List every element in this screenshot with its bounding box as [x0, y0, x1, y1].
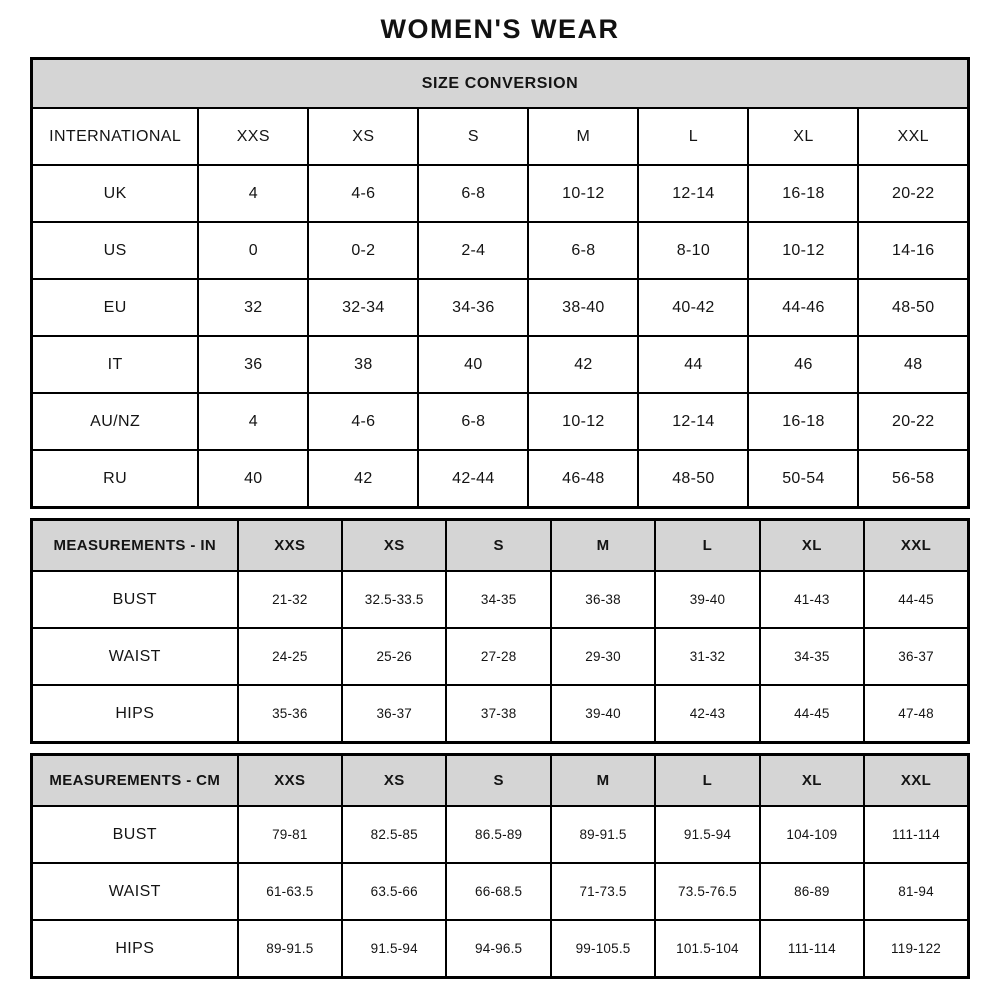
value-cell: 20-22 [858, 393, 968, 450]
column-header-cell: XXS [238, 755, 342, 807]
table-row [32, 806, 969, 863]
value-cell: 99-105.5 [551, 920, 655, 978]
row-label-cell: US [32, 222, 199, 279]
value-cell: 104-109 [760, 806, 864, 863]
value-cell: 4-6 [308, 165, 418, 222]
value-cell: 40 [418, 336, 528, 393]
column-header-cell: XXS [198, 108, 308, 165]
row-label-cell: HIPS [32, 920, 238, 978]
row-label-cell: AU/NZ [32, 393, 199, 450]
value-cell: 25-26 [342, 628, 446, 685]
measurements-cm-grid [30, 753, 970, 979]
table-banner: SIZE CONVERSION [32, 59, 969, 109]
value-cell: 82.5-85 [342, 806, 446, 863]
value-cell: 31-32 [655, 628, 759, 685]
value-cell: 44-45 [864, 571, 968, 628]
table-row [32, 336, 969, 393]
value-cell: 79-81 [238, 806, 342, 863]
table-row [32, 920, 969, 978]
column-header-cell: XXL [864, 520, 968, 572]
column-header-cell: L [638, 108, 748, 165]
value-cell: 36-37 [342, 685, 446, 743]
value-cell: 48-50 [638, 450, 748, 508]
value-cell: 56-58 [858, 450, 968, 508]
column-header-cell: XXL [864, 755, 968, 807]
value-cell: 38 [308, 336, 418, 393]
value-cell: 32.5-33.5 [342, 571, 446, 628]
row-label-cell: EU [32, 279, 199, 336]
table-row [32, 628, 969, 685]
value-cell: 4 [198, 165, 308, 222]
column-header-cell: L [655, 755, 759, 807]
value-cell: 44 [638, 336, 748, 393]
value-cell: 34-35 [446, 571, 550, 628]
value-cell: 0-2 [308, 222, 418, 279]
value-cell: 4 [198, 393, 308, 450]
page-title: WOMEN'S WEAR [380, 14, 620, 44]
value-cell: 86-89 [760, 863, 864, 920]
column-header-cell: MEASUREMENTS - IN [32, 520, 238, 572]
value-cell: 66-68.5 [446, 863, 550, 920]
value-cell: 8-10 [638, 222, 748, 279]
column-header-cell: XS [308, 108, 418, 165]
value-cell: 42 [308, 450, 418, 508]
column-header-cell: XL [748, 108, 858, 165]
size-conversion-table [30, 57, 970, 509]
row-label-cell: HIPS [32, 685, 238, 743]
value-cell: 48 [858, 336, 968, 393]
value-cell: 47-48 [864, 685, 968, 743]
value-cell: 91.5-94 [655, 806, 759, 863]
row-label-cell: RU [32, 450, 199, 508]
value-cell: 40 [198, 450, 308, 508]
value-cell: 42-44 [418, 450, 528, 508]
value-cell: 86.5-89 [446, 806, 550, 863]
value-cell: 12-14 [638, 165, 748, 222]
value-cell: 37-38 [446, 685, 550, 743]
value-cell: 91.5-94 [342, 920, 446, 978]
value-cell: 10-12 [528, 393, 638, 450]
measurements-cm-table [30, 753, 970, 979]
column-header-cell: XS [342, 520, 446, 572]
row-label-cell: IT [32, 336, 199, 393]
value-cell: 24-25 [238, 628, 342, 685]
value-cell: 34-36 [418, 279, 528, 336]
column-header-cell: S [446, 755, 550, 807]
row-label-cell: BUST [32, 806, 238, 863]
value-cell: 36-38 [551, 571, 655, 628]
size-conversion-grid [30, 57, 970, 509]
value-cell: 38-40 [528, 279, 638, 336]
value-cell: 44-45 [760, 685, 864, 743]
value-cell: 42 [528, 336, 638, 393]
column-header-cell: M [528, 108, 638, 165]
value-cell: 39-40 [551, 685, 655, 743]
value-cell: 36-37 [864, 628, 968, 685]
column-header-cell: XXL [858, 108, 968, 165]
value-cell: 41-43 [760, 571, 864, 628]
table-row [32, 165, 969, 222]
value-cell: 29-30 [551, 628, 655, 685]
value-cell: 14-16 [858, 222, 968, 279]
value-cell: 63.5-66 [342, 863, 446, 920]
value-cell: 10-12 [528, 165, 638, 222]
table-row [32, 279, 969, 336]
value-cell: 48-50 [858, 279, 968, 336]
value-cell: 36 [198, 336, 308, 393]
column-header-cell: L [655, 520, 759, 572]
value-cell: 40-42 [638, 279, 748, 336]
value-cell: 46 [748, 336, 858, 393]
value-cell: 111-114 [760, 920, 864, 978]
value-cell: 34-35 [760, 628, 864, 685]
row-label-cell: WAIST [32, 628, 238, 685]
column-header-cell: S [418, 108, 528, 165]
value-cell: 101.5-104 [655, 920, 759, 978]
column-header-cell: XXS [238, 520, 342, 572]
table-row [32, 863, 969, 920]
row-label-cell: BUST [32, 571, 238, 628]
value-cell: 39-40 [655, 571, 759, 628]
value-cell: 12-14 [638, 393, 748, 450]
value-cell: 27-28 [446, 628, 550, 685]
value-cell: 89-91.5 [238, 920, 342, 978]
row-label-cell: UK [32, 165, 199, 222]
value-cell: 21-32 [238, 571, 342, 628]
value-cell: 20-22 [858, 165, 968, 222]
value-cell: 46-48 [528, 450, 638, 508]
table-row [32, 571, 969, 628]
value-cell: 4-6 [308, 393, 418, 450]
value-cell: 16-18 [748, 165, 858, 222]
value-cell: 50-54 [748, 450, 858, 508]
value-cell: 61-63.5 [238, 863, 342, 920]
table-row [32, 393, 969, 450]
value-cell: 89-91.5 [551, 806, 655, 863]
value-cell: 119-122 [864, 920, 968, 978]
value-cell: 73.5-76.5 [655, 863, 759, 920]
column-header-cell: XL [760, 755, 864, 807]
value-cell: 10-12 [748, 222, 858, 279]
value-cell: 6-8 [418, 393, 528, 450]
column-header-cell: XS [342, 755, 446, 807]
value-cell: 94-96.5 [446, 920, 550, 978]
column-header-cell: M [551, 755, 655, 807]
value-cell: 6-8 [528, 222, 638, 279]
value-cell: 2-4 [418, 222, 528, 279]
value-cell: 32-34 [308, 279, 418, 336]
value-cell: 32 [198, 279, 308, 336]
value-cell: 0 [198, 222, 308, 279]
column-header-cell: INTERNATIONAL [32, 108, 199, 165]
column-header-cell: M [551, 520, 655, 572]
value-cell: 81-94 [864, 863, 968, 920]
table-row [32, 222, 969, 279]
value-cell: 35-36 [238, 685, 342, 743]
measurements-in-grid [30, 518, 970, 744]
value-cell: 71-73.5 [551, 863, 655, 920]
column-header-cell: MEASUREMENTS - CM [32, 755, 238, 807]
row-label-cell: WAIST [32, 863, 238, 920]
value-cell: 6-8 [418, 165, 528, 222]
column-header-cell: XL [760, 520, 864, 572]
value-cell: 16-18 [748, 393, 858, 450]
table-row [32, 685, 969, 743]
measurements-in-table [30, 518, 970, 744]
table-row [32, 450, 969, 508]
column-header-cell: S [446, 520, 550, 572]
value-cell: 42-43 [655, 685, 759, 743]
value-cell: 111-114 [864, 806, 968, 863]
value-cell: 44-46 [748, 279, 858, 336]
